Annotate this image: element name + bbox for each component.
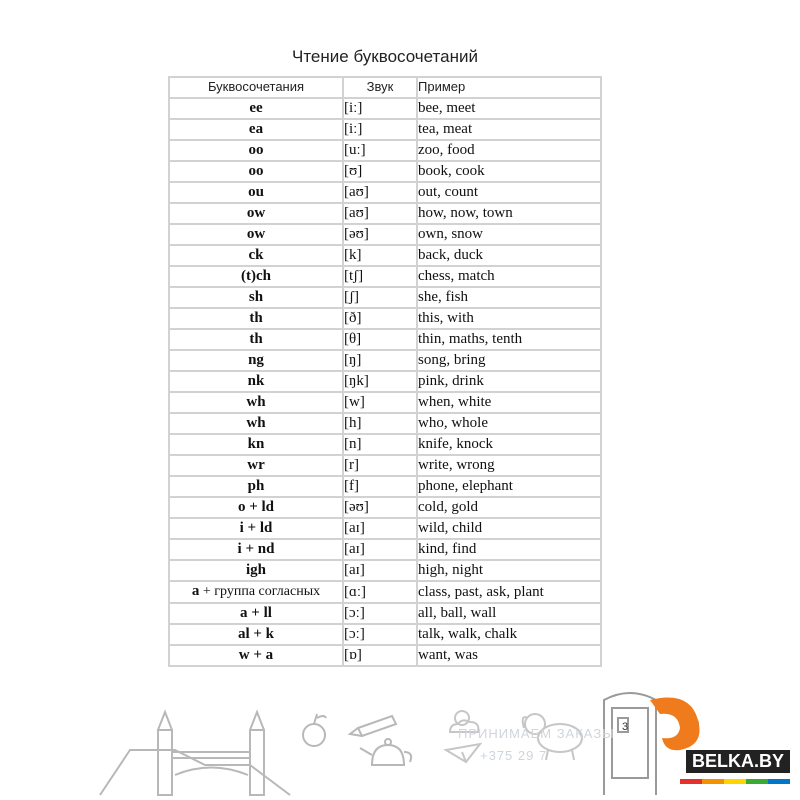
tower-bridge-icon <box>100 712 290 795</box>
sound-transcription: [aɪ] <box>343 539 417 560</box>
sound-transcription: [r] <box>343 455 417 476</box>
letter-combination: a + ll <box>169 603 343 624</box>
example-words: zoo, food <box>417 140 601 161</box>
letter-combination: th <box>169 308 343 329</box>
example-words: pink, drink <box>417 371 601 392</box>
sound-transcription: [ɒ] <box>343 645 417 666</box>
example-words: back, duck <box>417 245 601 266</box>
example-words: phone, elephant <box>417 476 601 497</box>
site-logo[interactable]: BELKA.BY <box>686 750 790 773</box>
letter-combination: ph <box>169 476 343 497</box>
sound-transcription: [ʊ] <box>343 161 417 182</box>
example-words: song, bring <box>417 350 601 371</box>
example-words: who, whole <box>417 413 601 434</box>
sound-transcription: [uː] <box>343 140 417 161</box>
watermark-phone: +375 29 7 <box>480 748 548 763</box>
letter-combination: sh <box>169 287 343 308</box>
column-header-example: Пример <box>417 77 601 98</box>
table-row <box>169 624 601 645</box>
table-row <box>169 161 601 182</box>
letter-combination: ow <box>169 224 343 245</box>
table-row <box>169 392 601 413</box>
example-words: wild, child <box>417 518 601 539</box>
sound-transcription: [aɪ] <box>343 518 417 539</box>
letter-combination: i + nd <box>169 539 343 560</box>
sound-transcription: [f] <box>343 476 417 497</box>
letter-combination: igh <box>169 560 343 581</box>
example-words: chess, match <box>417 266 601 287</box>
example-words: she, fish <box>417 287 601 308</box>
letter-combination: i + ld <box>169 518 343 539</box>
table-row <box>169 560 601 581</box>
sound-transcription: [ʃ] <box>343 287 417 308</box>
table-row <box>169 518 601 539</box>
teapot-icon <box>360 739 411 765</box>
letter-combination: o + ld <box>169 497 343 518</box>
sound-transcription: [θ] <box>343 329 417 350</box>
table-row <box>169 287 601 308</box>
letter-combination: wh <box>169 413 343 434</box>
example-words: this, with <box>417 308 601 329</box>
letter-combination: ow <box>169 203 343 224</box>
letter-combination: a + группа согласных <box>169 581 343 603</box>
example-words: when, white <box>417 392 601 413</box>
apple-icon <box>303 714 326 746</box>
sound-transcription: [n] <box>343 434 417 455</box>
table-header-row <box>169 77 601 98</box>
example-words: how, now, town <box>417 203 601 224</box>
logo-color-stripe <box>680 779 790 784</box>
table-row <box>169 119 601 140</box>
table-row <box>169 308 601 329</box>
letter-combinations-table <box>168 76 602 667</box>
table-row <box>169 603 601 624</box>
table-row <box>169 476 601 497</box>
sound-transcription: [w] <box>343 392 417 413</box>
example-words: knife, knock <box>417 434 601 455</box>
letter-combination: oo <box>169 140 343 161</box>
table-row <box>169 497 601 518</box>
sound-transcription: [əʊ] <box>343 497 417 518</box>
watermark-text: ПРИНИМАЕМ ЗАКАЗЫ <box>458 726 615 741</box>
letter-combination: ck <box>169 245 343 266</box>
sound-transcription: [iː] <box>343 98 417 119</box>
example-words: kind, find <box>417 539 601 560</box>
example-words: talk, walk, chalk <box>417 624 601 645</box>
table-row <box>169 539 601 560</box>
letter-combination: al + k <box>169 624 343 645</box>
table-row <box>169 350 601 371</box>
example-words: class, past, ask, plant <box>417 581 601 603</box>
example-words: high, night <box>417 560 601 581</box>
table-row <box>169 329 601 350</box>
squirrel-logo-icon <box>650 698 700 751</box>
sound-transcription: [aʊ] <box>343 182 417 203</box>
letter-combination: th <box>169 329 343 350</box>
example-words: write, wrong <box>417 455 601 476</box>
paper-plane-icon <box>446 744 480 762</box>
letter-combination: wh <box>169 392 343 413</box>
pencil-icon <box>350 716 396 736</box>
column-header-sound: Звук <box>343 77 417 98</box>
table-row <box>169 413 601 434</box>
example-words: out, count <box>417 182 601 203</box>
sound-transcription: [ɔː] <box>343 603 417 624</box>
table-row <box>169 98 601 119</box>
table-row <box>169 224 601 245</box>
example-words: bee, meet <box>417 98 601 119</box>
sound-transcription: [aʊ] <box>343 203 417 224</box>
letter-combination: wr <box>169 455 343 476</box>
sound-transcription: [iː] <box>343 119 417 140</box>
example-words: own, snow <box>417 224 601 245</box>
letter-combination: ng <box>169 350 343 371</box>
sound-transcription: [ŋk] <box>343 371 417 392</box>
letter-combination: (t)ch <box>169 266 343 287</box>
table-row <box>169 645 601 666</box>
table-row <box>169 434 601 455</box>
sound-transcription: [ɑː] <box>343 581 417 603</box>
example-words: all, ball, wall <box>417 603 601 624</box>
letter-combination: kn <box>169 434 343 455</box>
table-row <box>169 140 601 161</box>
sound-transcription: [ŋ] <box>343 350 417 371</box>
sound-transcription: [tʃ] <box>343 266 417 287</box>
example-words: cold, gold <box>417 497 601 518</box>
letter-combination: w + a <box>169 645 343 666</box>
sound-transcription: [ð] <box>343 308 417 329</box>
column-header-combinations: Буквосочетания <box>169 77 343 98</box>
letter-combination: ou <box>169 182 343 203</box>
table-row <box>169 455 601 476</box>
letter-combination: ea <box>169 119 343 140</box>
phone-booth-icon <box>604 693 656 795</box>
table-row <box>169 581 601 603</box>
letter-combination: nk <box>169 371 343 392</box>
table-row <box>169 371 601 392</box>
booth-number: 3 <box>622 721 629 733</box>
sound-transcription: [aɪ] <box>343 560 417 581</box>
table-row <box>169 245 601 266</box>
example-words: want, was <box>417 645 601 666</box>
sound-transcription: [əʊ] <box>343 224 417 245</box>
letter-combination: ee <box>169 98 343 119</box>
letter-combination: oo <box>169 161 343 182</box>
sound-transcription: [k] <box>343 245 417 266</box>
example-words: thin, maths, tenth <box>417 329 601 350</box>
example-words: book, cook <box>417 161 601 182</box>
sound-transcription: [h] <box>343 413 417 434</box>
table-row <box>169 266 601 287</box>
table-row <box>169 203 601 224</box>
example-words: tea, meat <box>417 119 601 140</box>
page-title: Чтение буквосочетаний <box>292 47 478 66</box>
table-row <box>169 182 601 203</box>
sound-transcription: [ɔː] <box>343 624 417 645</box>
